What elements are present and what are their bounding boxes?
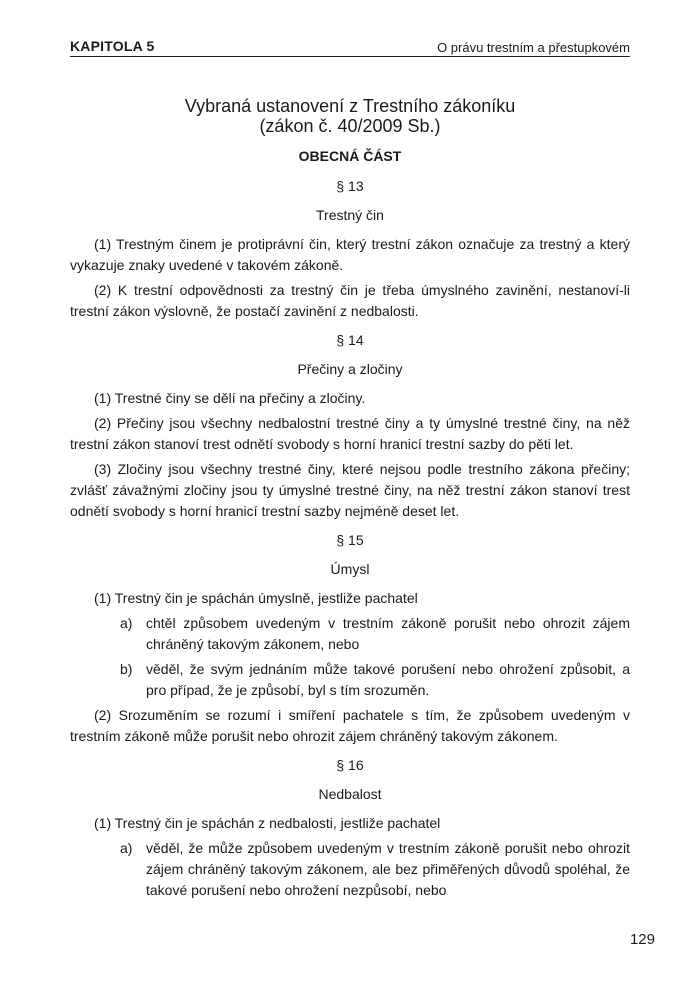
section-16-paragraph-1: (1) Trestný čin je spáchán z nedbalosti, jestliže pachatel	[94, 815, 441, 831]
section-number-13: § 13	[336, 178, 364, 194]
section-16-item-a	[70, 838, 630, 901]
part-heading: OBECNÁ ČÁST	[298, 148, 402, 164]
section-15-paragraph-2: (2) Srozuměním se rozumí i smíření pachatele s tím, že způsobem uvedeným v trestním zákoně může porušit nebo ohrozit zájem chráněný takovým zákonem.	[70, 707, 630, 744]
document-subtitle: (zákon č. 40/2009 Sb.)	[259, 116, 441, 136]
section-14-paragraph-2: (2) Přečiny jsou všechny nedbalostní trestné činy a ty úmyslné trestné činy, na něž trestní zákon stanoví trest odnětí svobody s horní hranicí trestní sazby do pěti let.	[70, 415, 630, 452]
page-number: 129	[629, 931, 655, 948]
item-marker: a)	[120, 615, 133, 631]
running-header	[70, 36, 630, 57]
section-15-item-b	[70, 659, 630, 701]
section-heading-15: Úmysl	[330, 561, 370, 577]
section-14-paragraph-3: (3) Zločiny jsou všechny trestné činy, které nejsou podle trestního zákona přečiny; zvlášť závažnými zločiny jsou ty úmyslné trestné činy, na něž trestní zákon stanoví trest odnětí svobody s horní hranicí trestní sazby nejméně deset let.	[70, 461, 630, 519]
chapter-label: KAPITOLA 5	[70, 38, 155, 54]
section-13-paragraph-2: (2) K trestní odpovědnosti za trestný čin je třeba úmyslného zavinění, nestanoví-li trestní zákon výslovně, že postačí zavinění z nedbalosti.	[70, 282, 630, 319]
section-13-paragraph-1: (1) Trestným činem je protiprávní čin, který trestní zákon označuje za trestný a který vykazuje znaky uvedené v takovém zákoně.	[70, 236, 630, 273]
item-text: věděl, že může způsobem uvedeným v trestním zákoně porušit nebo ohrozit zájem chráněný takovým zákonem, ale bez přiměřených důvodů spoléhal, že takové porušení nebo ohrožení nezpůsobí, nebo	[146, 840, 630, 898]
section-number-14: § 14	[336, 332, 364, 348]
section-14-paragraph-1: (1) Trestné činy se dělí na přečiny a zločiny.	[94, 390, 366, 406]
running-title: O právu trestním a přestupkovém	[437, 40, 630, 55]
item-marker: b)	[120, 661, 133, 677]
section-15-paragraph-1: (1) Trestný čin je spáchán úmyslně, jestliže pachatel	[94, 590, 418, 606]
item-marker: a)	[120, 840, 133, 856]
document-title-block	[70, 96, 630, 167]
section-number-16: § 16	[336, 757, 364, 773]
section-heading-16: Nedbalost	[318, 786, 382, 802]
section-heading-13: Trestný čin	[316, 207, 384, 223]
document-title: Vybraná ustanovení z Trestního zákoníku	[184, 96, 516, 116]
item-text: chtěl způsobem uvedeným v trestním zákoně porušit nebo ohrozit zájem chráněný takovým zákonem, nebo	[146, 615, 630, 652]
statute-text	[70, 168, 630, 905]
section-heading-14: Přečiny a zločiny	[297, 361, 403, 377]
section-number-15: § 15	[336, 532, 364, 548]
section-15-item-a	[70, 613, 630, 655]
item-text: věděl, že svým jednáním může takové porušení nebo ohrožení způsobit, a pro případ, že je způsobí, byl s tím srozuměn.	[146, 661, 630, 698]
